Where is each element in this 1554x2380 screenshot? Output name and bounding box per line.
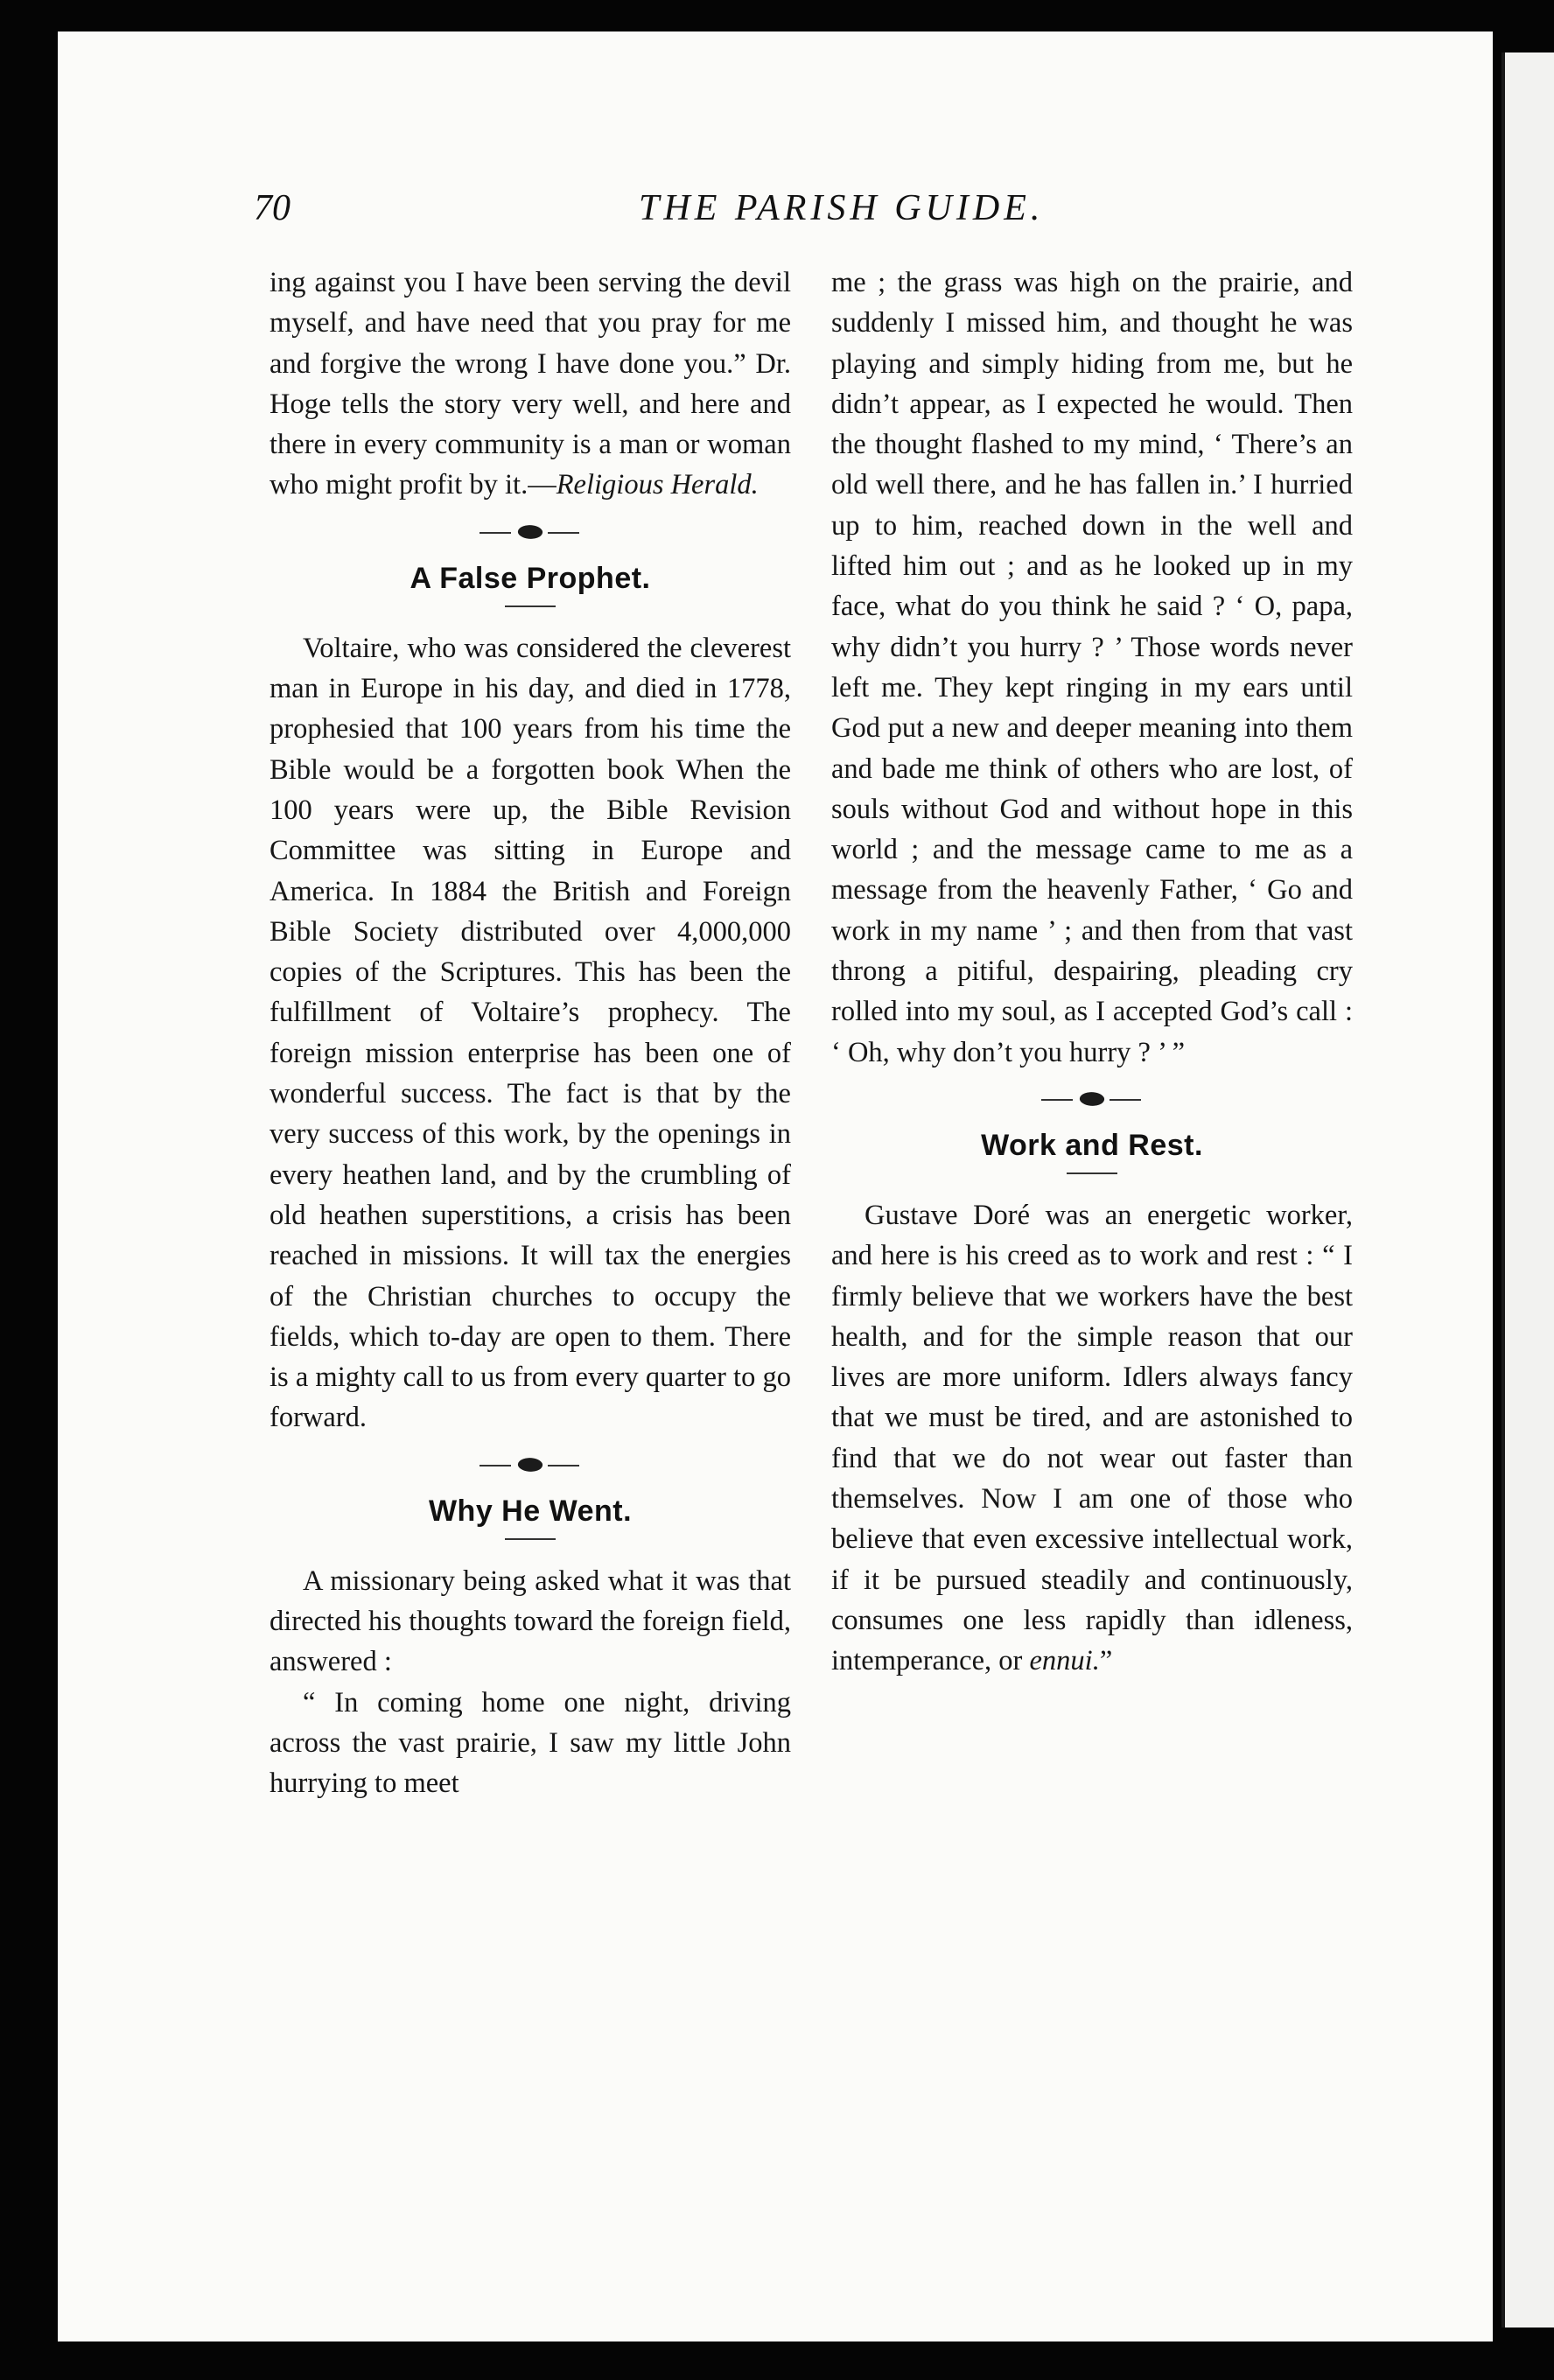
article-body-why-he-went-continued: me ; the grass was high on the prairie, and suddenly I missed him, and thought he was playing and simply hiding from me, but he didn’t appear, as I expected he would. Then the thought flashed to my mind, ‘ There’s an old well there, and he has fallen in.’ I hurried up to him, reached down in the well and lifted him out ; and as he looked up in my face, what do you think he said ? ‘ O, papa, why didn’t you hurry ? ’ Those words never left me. They kept ringing in my ears until God put a new and deeper meaning into them and bade me think of others who are lost, of souls without God and without hope in this world ; and the message came to me as a message from the heavenly Father, ‘ Go and work in my name ’ ; and then from that vast throng a pitiful, despairing, pleading cry rolled into my soul, as I accepted God’s call : ‘ Oh, why don’t you hurry ? ’ ”	[831, 267, 1353, 1068]
leaf-ornament-icon	[517, 522, 543, 541]
leaf-ornament-icon	[517, 1455, 543, 1474]
leaf-ornament-icon	[1079, 1090, 1105, 1109]
title-rule	[505, 1538, 556, 1540]
article-title-false-prophet: A False Prophet.	[410, 561, 651, 595]
article-body-false-prophet: Voltaire, who was considered the cleverest man in Europe in his day, and died in 1778, prophesied that 100 years from his time the Bible would be a forgotten book When the 100 years were up, the Bible Revision Committee was sitting in Europe and America. In 1884 the British and Foreign Bible Society distributed over 4,000,000 copies of the Scriptures. This has been the fulfillment of Voltaire’s prophecy. The foreign mission enterprise has been one of wonderful success. The fact is that by the very success of this work, by the openings in every heathen land, and by the crumbling of old heathen superstitions, a crisis has been reached in missions. It will tax the energies of the Christian churches to occupy the fields, which to-day are open to them. There is a mighty call to us from every quarter to go forward.	[270, 632, 791, 1434]
page-number: 70	[254, 188, 290, 228]
article-title-work-and-rest: Work and Rest.	[981, 1128, 1203, 1162]
facing-page-edge	[1502, 52, 1554, 2328]
article-body-why-he-went-quote: “ In coming home one night, driving across the vast prairie, I saw my little John hurrying to meet	[270, 1686, 791, 1800]
ornament-divider	[270, 513, 791, 553]
title-rule	[1067, 1172, 1117, 1174]
italic-word: ennui.	[1029, 1645, 1100, 1677]
ornament-divider	[270, 1446, 791, 1486]
page-header	[254, 187, 1045, 248]
article-title-why-he-went: Why He Went.	[428, 1494, 633, 1528]
source-citation: Religious Herald.	[556, 469, 759, 501]
left-column	[270, 262, 791, 1804]
article-body-work-and-rest: Gustave Doré was an energetic worker, and here is his creed as to work and rest : “ I firmly believe that we workers have the best health, and for the simple reason that our lives are more uniform. Idlers always fancy that we must be tired, and are astonished to find that we do not wear out faster than themselves. Now I am one of those who believe that even excessive intellectual work, if it be pursued steadily and continuously, consumes one less rapidly than idleness, intemperance, or ennui.”	[831, 1199, 1353, 1677]
right-column	[831, 262, 1353, 1682]
ornament-divider	[831, 1080, 1353, 1120]
title-rule	[505, 606, 556, 607]
continued-paragraph: ing against you I have been serving the devil myself, and have need that you pray for me and forgive the wrong I have done you.” Dr. Hoge tells the story very well, and here and there in every community is a man or woman who might profit by it.—Religious Herald.	[270, 267, 791, 501]
article-body-why-he-went-intro: A missionary being asked what it was that directed his thoughts toward the foreign field, answered :	[270, 1564, 791, 1678]
running-title: THE PARISH GUIDE.	[639, 188, 1045, 228]
